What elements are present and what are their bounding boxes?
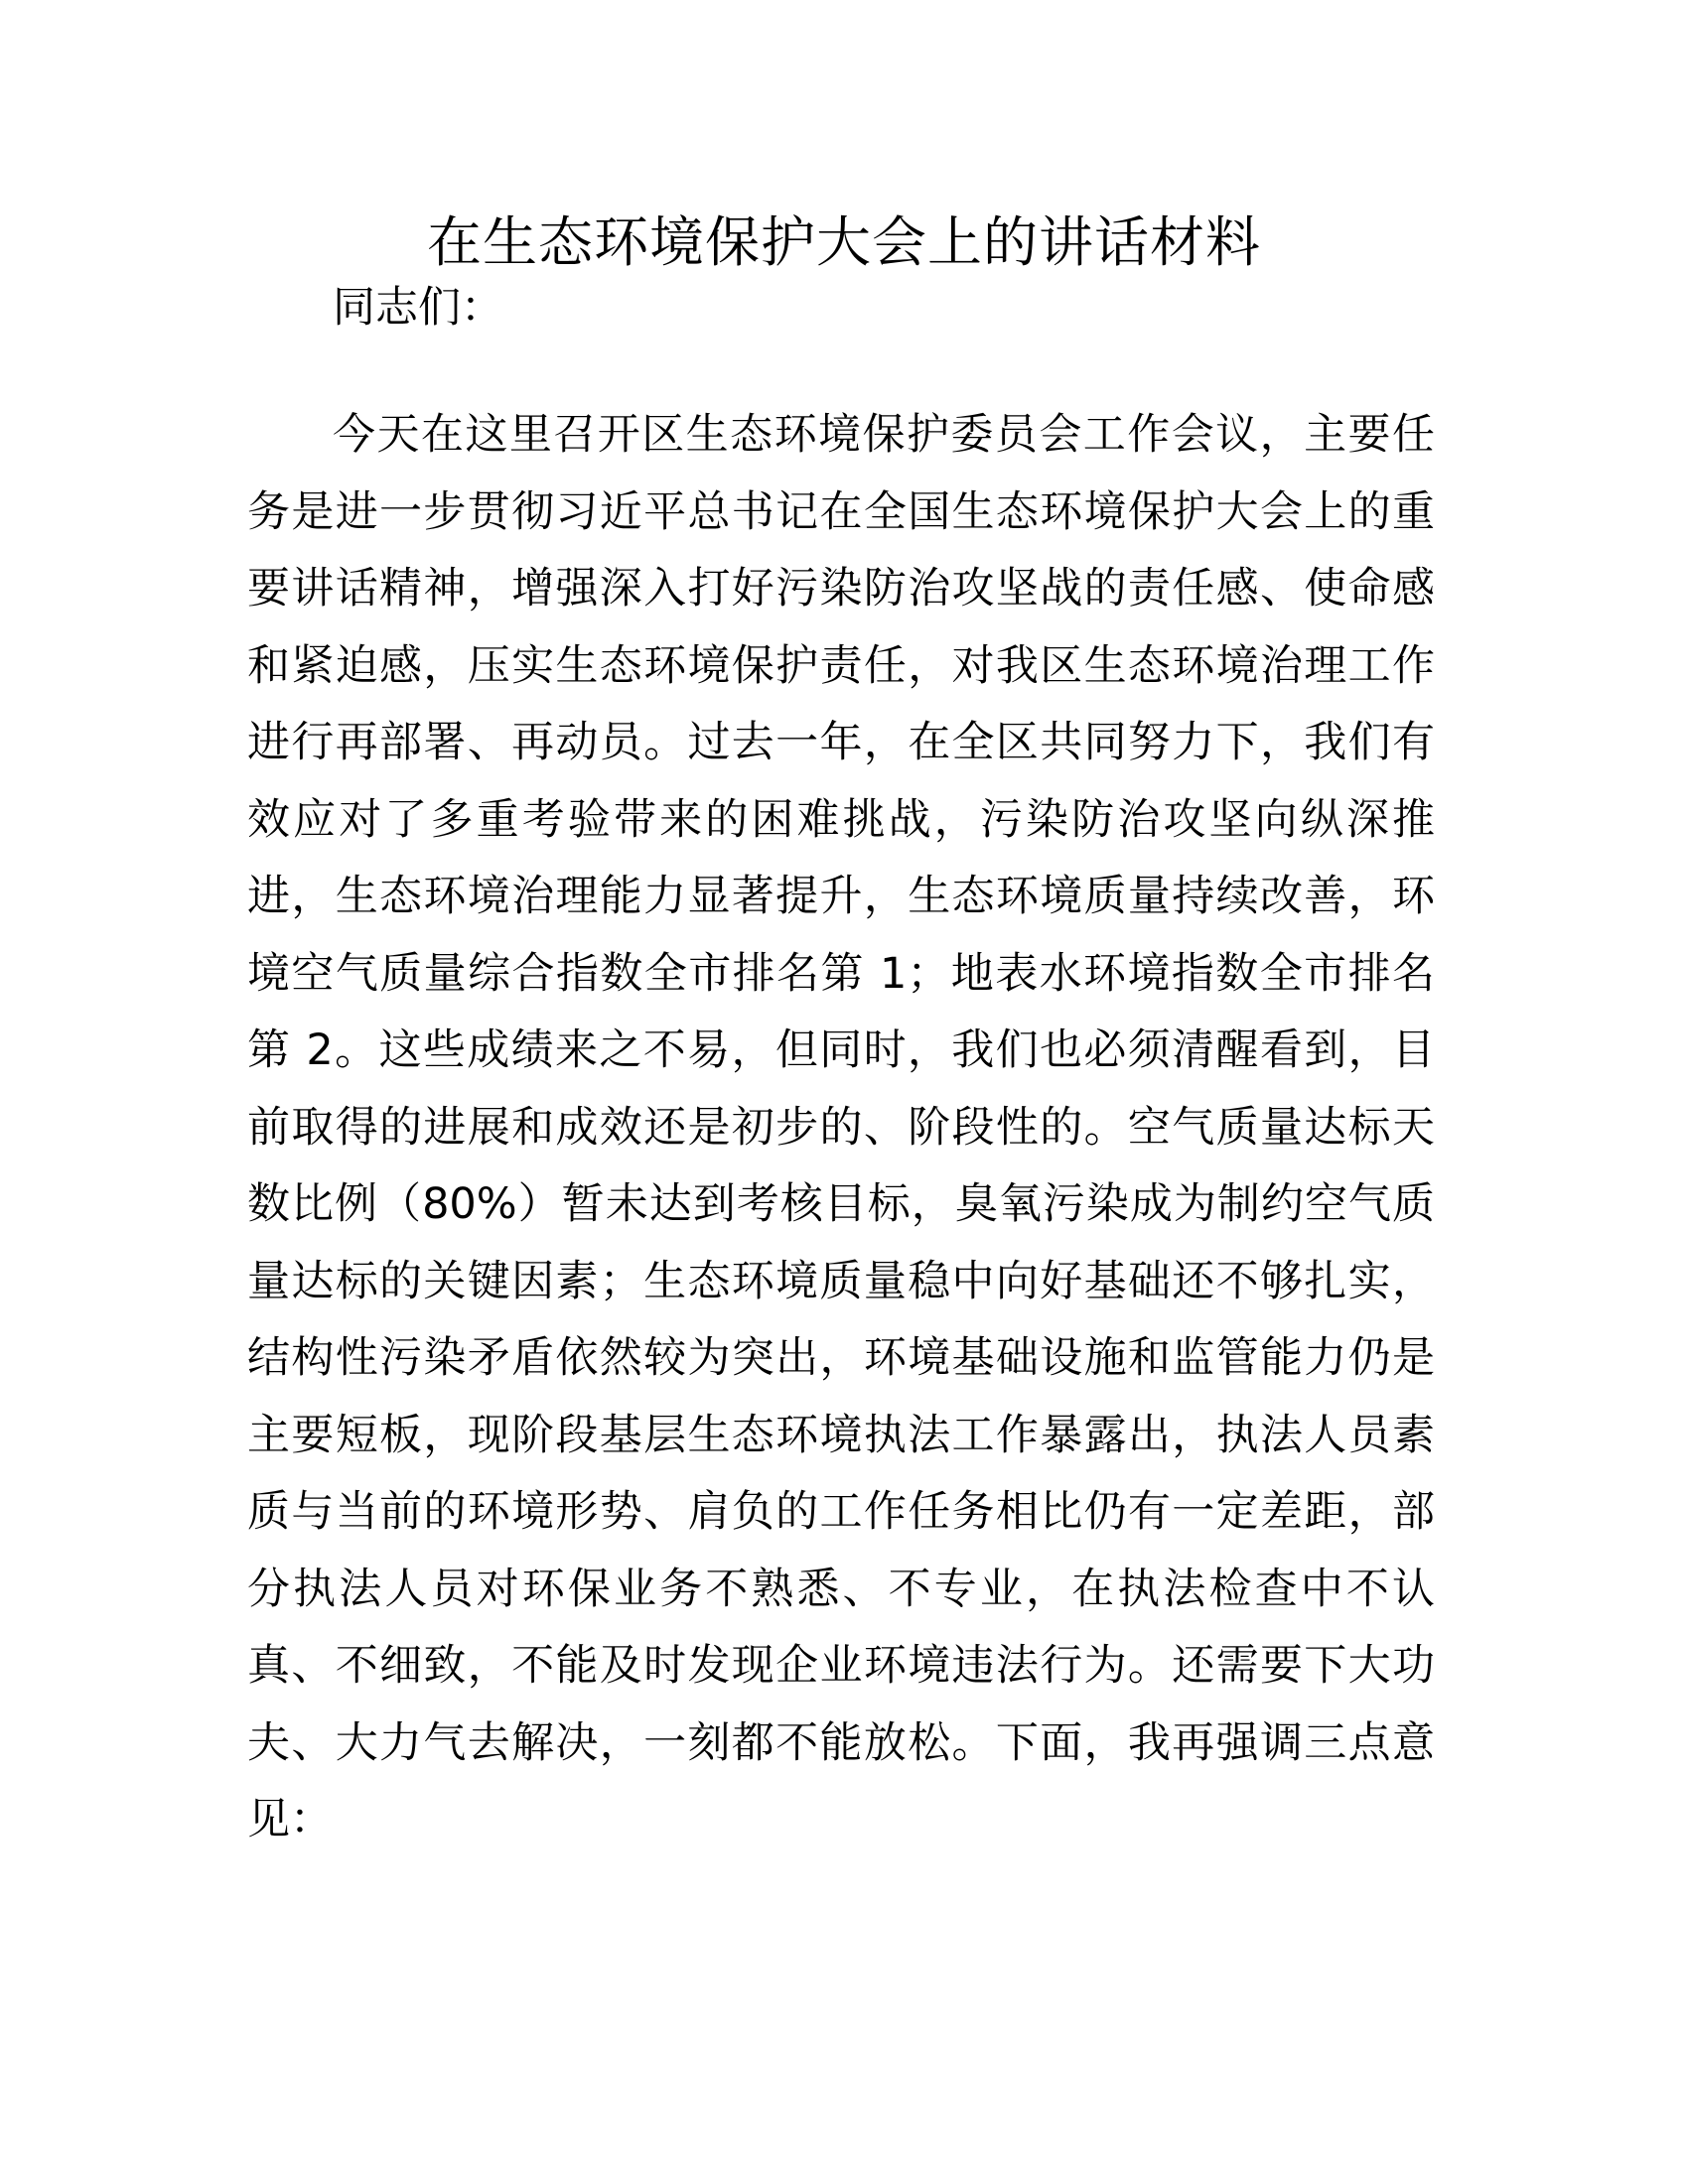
body-paragraph: 今天在这里召开区生态环境保护委员会工作会议，主要任务是进一步贯彻习近平总书记在全国生态环境保护大会上的重要讲话精神，增强深入打好污染防治攻坚战的责任感、使命感和紧迫感，压实生态环境保护责任，对我区生态环境治理工作进行再部署、再动员。过去一年，在全区共同努力下，我们有效应对了多重考验带来的困难挑战，污染防治攻坚向纵深推进，生态环境治理能力显著提升，生态环境质量持续改善，环境空气质量综合指数全市排名第 1；地表水环境指数全市排名第 2。这些成绩来之不易，但同时，我们也必须清醒看到，目前取得的进展和成效还是初步的、阶段性的。空气质量达标天数比例（80%）暂未达到考核目标，臭氧污染成为制约空气质量达标的关键因素；生态环境质量稳中向好基础还不够扎实，结构性污染矛盾依然较为突出，环境基础设施和监管能力仍是主要短板，现阶段基层生态环境执法工作暴露出，执法人员素质与当前的环境形势、肩负的工作任务相比仍有一定差距，部分执法人员对环保业务不熟悉、不专业，在执法检查中不认真、不细致，不能及时发现企业环境违法行为。还需要下大功夫、大力气去解决，一刻都不能放松。下面，我再强调三点意见： [247, 410, 1435, 1844]
salutation: 同志们： [333, 283, 503, 333]
document-title: 在生态环境保护大会上的讲话材料 [426, 210, 1261, 274]
